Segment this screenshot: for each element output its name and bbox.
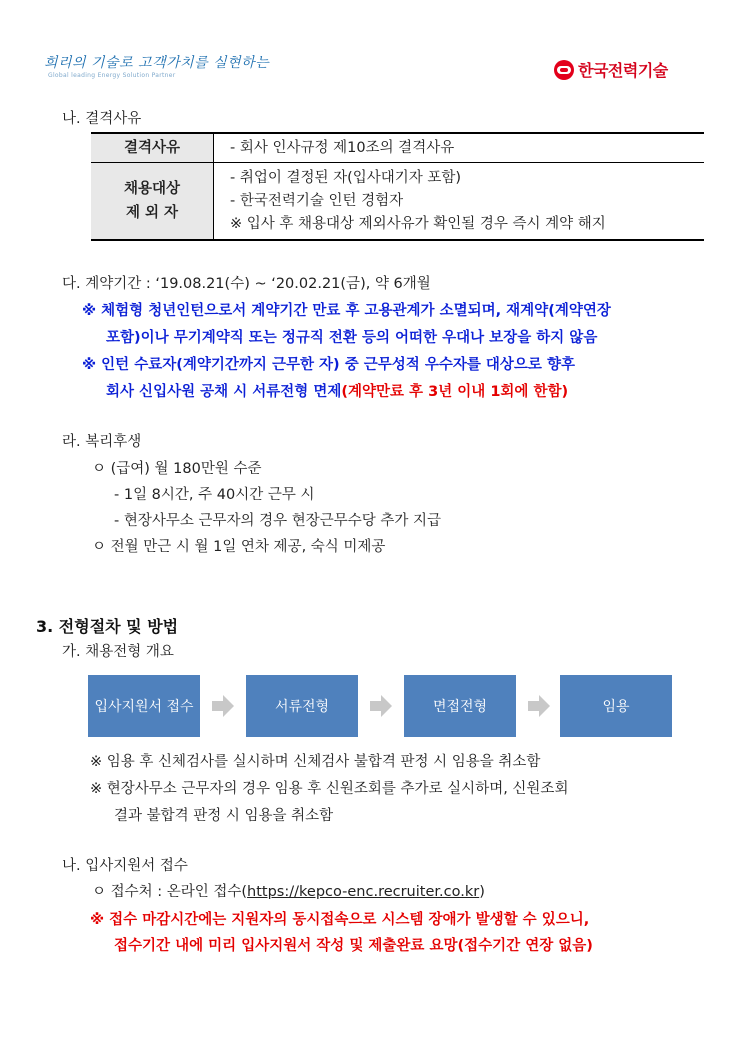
step-interview: 면접전형 [404,675,516,737]
disqualification-table [91,132,704,241]
slogan: 희리의 기술로 고객가치를 실현하는 [44,55,270,71]
welfare-subitem: - 1일 8시간, 주 40시간 근무 시 [114,487,315,503]
process-note: ※ 현장사무소 근무자의 경우 임용 후 신원조회를 추가로 실시하며, 신원조회 [90,781,569,797]
application-link[interactable]: https://kepco-enc.recruiter.co.kr [247,884,480,900]
application-channel [92,880,485,901]
arrow-right-icon [370,695,392,717]
table-row [91,133,704,163]
welfare-heading: 라. 복리후생 [62,434,142,450]
table-cell [214,133,705,163]
logo-text: 한국전력기술 [578,61,668,80]
kepco-logo-icon [554,60,574,80]
welfare-subitem: - 현장사무소 근무자의 경우 현장근무수당 추가 지급 [114,513,442,529]
table-row [91,163,704,241]
contract-note-2b [106,380,568,401]
list-item: - 취업이 결정된 자(입사대기자 포함) [230,169,462,186]
list-item: - 한국전력기술 인턴 경험자 [230,192,404,209]
contract-note-1a: ※ 체험형 청년인턴으로서 계약기간 만료 후 고용관계가 소멸되며, 재계약(계약연장 [82,303,611,319]
contract-heading: 다. 계약기간 : ‘19.08.21(수) ~ ‘20.02.21(금), 약 6개월 [62,276,431,292]
warning-line-2: 접수기간 내에 미리 입사지원서 작성 및 제출완료 요망(접수기간 연장 없음) [114,938,593,954]
exemption-text: 회사 신입사원 공채 시 서류전형 면제 [106,384,342,400]
contract-note-2a: ※ 인턴 수료자(계약기간까지 근무한 자) 중 근무성적 우수자를 대상으로 향후 [82,357,575,373]
slogan-subtitle: Global leading Energy Solution Partner [48,72,176,79]
step-appointment: 임용 [560,675,672,737]
section-title: 3. 전형절차 및 방법 [36,617,179,636]
welfare-item: ㅇ (급여) 월 180만원 수준 [92,461,262,477]
process-flow [88,675,672,737]
process-note: ※ 임용 후 신체검사를 실시하며 신체검사 불합격 판정 시 임용을 취소함 [90,754,541,770]
exemption-limit: (계약만료 후 3년 이내 1회에 한함) [341,384,569,400]
application-suffix: ) [479,884,485,900]
disqualification-heading: 나. 결격사유 [62,111,142,127]
company-logo [554,58,668,81]
arrow-right-icon [528,695,550,717]
contract-note-1b: 포함)이나 무기계약직 또는 정규직 전환 등의 어떠한 우대나 보장을 하지 않음 [106,330,598,346]
table-header-cell: 결격사유 [91,133,214,163]
list-item: ※ 입사 후 채용대상 제외사유가 확인될 경우 즉시 계약 해지 [230,215,606,232]
header-line: 제 외 자 [125,205,179,221]
table-cell [214,163,705,241]
application-prefix: ㅇ 접수처 : 온라인 접수( [92,884,248,900]
application-heading: 나. 입사지원서 접수 [62,858,188,874]
step-application: 입사지원서 접수 [88,675,200,737]
step-document-screening: 서류전형 [246,675,358,737]
header-line: 채용대상 [123,181,181,197]
warning-line-1: ※ 접수 마감시간에는 지원자의 동시접속으로 시스템 장애가 발생할 수 있으니, [90,912,590,928]
table-header-cell [91,163,214,241]
welfare-item: ㅇ 전월 만근 시 월 1일 연차 제공, 숙식 미제공 [92,539,386,555]
arrow-right-icon [212,695,234,717]
process-note: 결과 불합격 판정 시 임용을 취소함 [114,808,334,824]
overview-heading: 가. 채용전형 개요 [62,644,174,660]
list-item: - 회사 인사규정 제10조의 결격사유 [230,139,455,156]
